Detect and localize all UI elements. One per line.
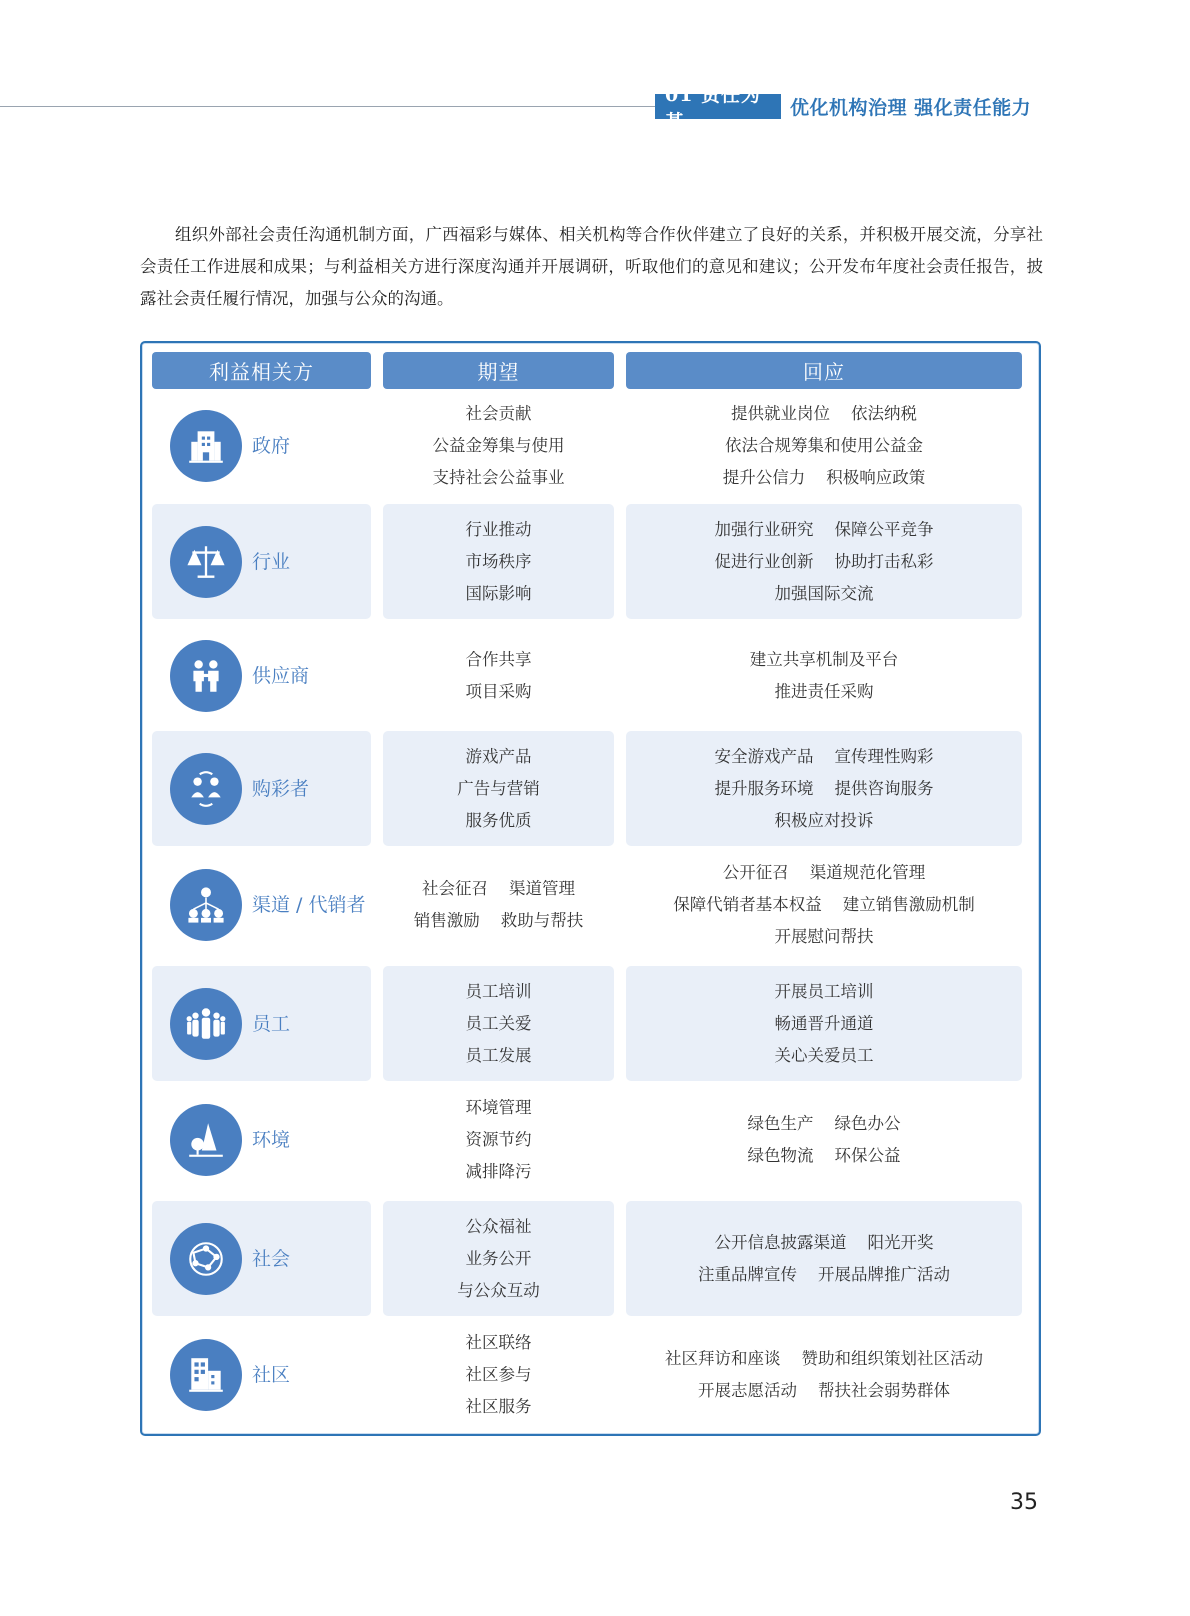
stakeholder-name: 员工: [252, 1012, 291, 1035]
stakeholder-name: 政府: [252, 435, 291, 457]
expectation-cell: [383, 1201, 614, 1316]
table-row: [152, 1321, 1027, 1429]
header-rule: [0, 106, 655, 107]
header-stakeholder: 利益相关方: [152, 352, 371, 389]
stakeholder-name: 社区: [252, 1364, 291, 1386]
header-expectation: 期望: [383, 352, 614, 389]
chapter-tag: 01 责任为基: [655, 94, 781, 119]
response-cell: [626, 850, 1022, 960]
table-row: [152, 731, 1027, 846]
table-row: [152, 1086, 1027, 1194]
expectation-item: 员工关爱: [465, 1013, 532, 1033]
response-item: 绿色生产 绿色办公: [747, 1114, 901, 1133]
response-item: 促进行业创新 协助打击私彩: [714, 551, 934, 571]
stakeholder-cell: [152, 504, 371, 619]
stakeholder-cell: [152, 731, 371, 846]
response-item: 公开信息披露渠道 阳光开奖: [714, 1232, 934, 1252]
response-cell: [626, 504, 1022, 619]
response-item: 开展志愿活动 帮扶社会弱势群体: [698, 1381, 950, 1400]
expectation-item: 销售激励 救助与帮扶: [413, 911, 584, 930]
network-people-icon: [170, 869, 242, 941]
tree-icon: [170, 1104, 242, 1176]
header-response: 回应: [626, 352, 1022, 389]
stakeholder-name: 环境: [252, 1129, 291, 1151]
response-item: 提供就业岗位 依法纳税: [731, 404, 917, 423]
response-cell: [626, 624, 1022, 728]
response-item: 积极应对投诉: [774, 810, 874, 830]
stakeholder-name: 行业: [252, 550, 291, 573]
expectation-cell: [383, 624, 614, 728]
chapter-header: [655, 83, 1032, 133]
expectation-item: 社区联络: [465, 1333, 532, 1352]
expectation-item: 社区服务: [465, 1397, 532, 1416]
response-cell: [626, 1321, 1022, 1429]
response-item: 绿色物流 环保公益: [747, 1146, 901, 1165]
response-item: 依法合规筹集和使用公益金: [725, 436, 923, 455]
expectation-item: 减排降污: [465, 1162, 532, 1181]
expectation-item: 合作共享: [465, 650, 532, 669]
stakeholder-cell: [152, 1201, 371, 1316]
expectation-item: 社会征召 渠道管理: [422, 879, 575, 898]
expectation-cell: [383, 850, 614, 960]
stakeholder-name: 供应商: [252, 665, 310, 687]
expectation-item: 员工培训: [465, 981, 532, 1001]
expectation-cell: [383, 1086, 614, 1194]
expectation-item: 社区参与: [465, 1365, 532, 1384]
stakeholder-cell: [152, 1086, 371, 1194]
expectation-item: 广告与营销: [457, 778, 540, 798]
expectation-item: 员工发展: [465, 1045, 532, 1065]
response-item: 提升公信力 积极响应政策: [722, 468, 926, 487]
table-row: [152, 394, 1027, 498]
chapter-title: 优化机构治理 强化责任能力: [790, 97, 1032, 119]
expectation-item: 市场秩序: [465, 551, 532, 571]
expectation-item: 公众福祉: [465, 1216, 532, 1236]
expectation-item: 公益金筹集与使用: [432, 436, 565, 455]
expectation-cell: [383, 731, 614, 846]
expectation-item: 行业推动: [465, 519, 532, 539]
government-building-icon: [170, 410, 242, 482]
scales-icon: [170, 526, 242, 598]
expectation-item: 社会贡献: [465, 404, 532, 423]
response-item: 开展慰问帮扶: [774, 927, 874, 946]
response-item: 建立共享机制及平台: [749, 650, 899, 669]
expectation-cell: [383, 504, 614, 619]
intro-paragraph: 组织外部社会责任沟通机制方面，广西福彩与媒体、相关机构等合作伙伴建立了良好的关系，并积极开展交流，分享社会责任工作进展和成果；与利益相关方进行深度沟通并开展调研，听取他们的意见和建议；公开发布年度社会责任报告，披露社会责任履行情况，加强与公众的沟通。: [140, 225, 1043, 308]
response-item: 提升服务环境 提供咨询服务: [714, 778, 934, 798]
table-row: [152, 850, 1027, 960]
response-cell: [626, 1201, 1022, 1316]
partners-icon: [170, 640, 242, 712]
stakeholder-cell: [152, 1321, 371, 1429]
response-item: 安全游戏产品 宣传理性购彩: [714, 746, 934, 766]
expectation-cell: [383, 394, 614, 498]
expectation-item: 业务公开: [465, 1248, 532, 1268]
expectation-item: 项目采购: [465, 682, 532, 701]
community-buildings-icon: [170, 1339, 242, 1411]
response-cell: [626, 394, 1022, 498]
response-item: 加强国际交流: [774, 583, 874, 603]
table-row: [152, 1201, 1027, 1316]
expectation-item: 支持社会公益事业: [432, 468, 565, 487]
stakeholder-cell: [152, 850, 371, 960]
table-row: [152, 966, 1027, 1081]
expectation-item: 游戏产品: [465, 746, 532, 766]
expectation-item: 与公众互动: [457, 1280, 540, 1300]
stakeholder-cell: [152, 394, 371, 498]
exchange-users-icon: [170, 753, 242, 825]
stakeholder-cell: [152, 624, 371, 728]
stakeholder-name: 渠道 / 代销者: [252, 894, 366, 916]
globe-network-icon: [170, 1223, 242, 1295]
expectation-item: 环境管理: [465, 1098, 532, 1117]
response-item: 推进责任采购: [774, 682, 874, 701]
expectation-item: 资源节约: [465, 1130, 532, 1149]
response-item: 关心关爱员工: [774, 1045, 874, 1065]
response-item: 开展员工培训: [774, 981, 874, 1001]
response-cell: [626, 731, 1022, 846]
staff-group-icon: [170, 988, 242, 1060]
expectation-item: 服务优质: [465, 810, 532, 830]
response-item: 加强行业研究 保障公平竞争: [714, 519, 934, 539]
page-number: 35: [1010, 1490, 1038, 1515]
response-item: 保障代销者基本权益 建立销售激励机制: [673, 895, 975, 914]
expectation-item: 国际影响: [465, 583, 532, 603]
table-row: [152, 504, 1027, 619]
response-cell: [626, 966, 1022, 1081]
response-item: 注重品牌宣传 开展品牌推广活动: [698, 1264, 950, 1284]
response-item: 公开征召 渠道规范化管理: [722, 863, 926, 882]
response-item: 畅通晋升通道: [774, 1013, 874, 1033]
expectation-cell: [383, 966, 614, 1081]
stakeholder-cell: [152, 966, 371, 1081]
response-cell: [626, 1086, 1022, 1194]
table-row: [152, 624, 1027, 728]
stakeholder-name: 社会: [252, 1247, 291, 1270]
expectation-cell: [383, 1321, 614, 1429]
stakeholder-name: 购彩者: [252, 777, 310, 800]
response-item: 社区拜访和座谈 赞助和组织策划社区活动: [665, 1349, 983, 1368]
